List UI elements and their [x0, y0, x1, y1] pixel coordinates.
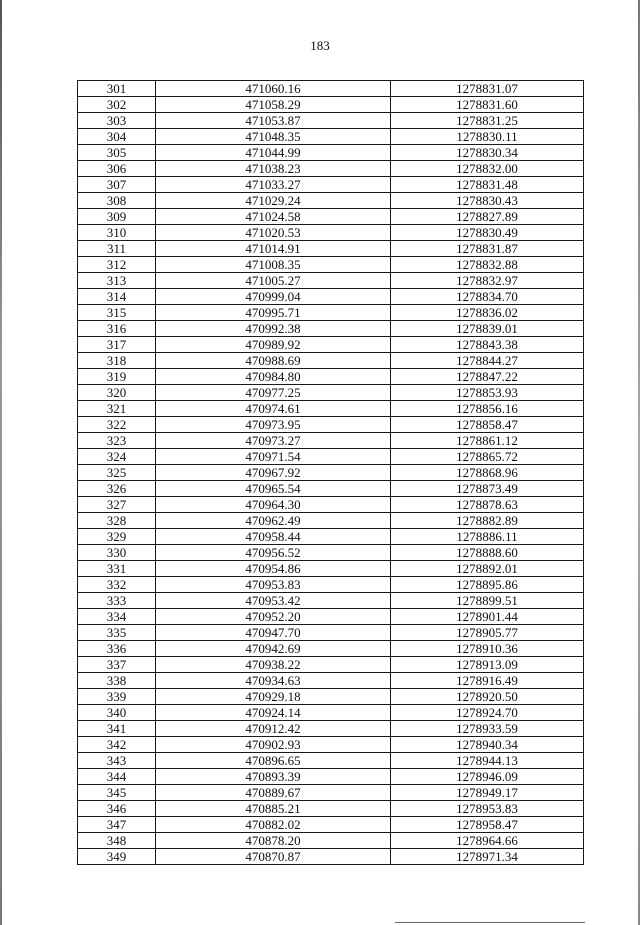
y-coordinate-cell: 1278836.02 — [391, 305, 584, 321]
table-row — [78, 769, 584, 785]
point-number-cell: 330 — [78, 545, 156, 561]
y-coordinate-cell: 1278895.86 — [391, 577, 584, 593]
bottom-rule — [395, 922, 585, 923]
point-number-cell: 340 — [78, 705, 156, 721]
point-number-cell: 314 — [78, 289, 156, 305]
x-coordinate-cell: 470999.04 — [156, 289, 391, 305]
point-number-cell: 341 — [78, 721, 156, 737]
table-row — [78, 401, 584, 417]
table-row — [78, 785, 584, 801]
table-row — [78, 641, 584, 657]
y-coordinate-cell: 1278831.25 — [391, 113, 584, 129]
table-row — [78, 385, 584, 401]
table-row — [78, 561, 584, 577]
x-coordinate-cell: 470974.61 — [156, 401, 391, 417]
point-number-cell: 309 — [78, 209, 156, 225]
x-coordinate-cell: 470870.87 — [156, 849, 391, 865]
point-number-cell: 342 — [78, 737, 156, 753]
x-coordinate-cell: 470938.22 — [156, 657, 391, 673]
table-row — [78, 113, 584, 129]
y-coordinate-cell: 1278830.34 — [391, 145, 584, 161]
point-number-cell: 322 — [78, 417, 156, 433]
y-coordinate-cell: 1278882.89 — [391, 513, 584, 529]
x-coordinate-cell: 470924.14 — [156, 705, 391, 721]
table-row — [78, 705, 584, 721]
y-coordinate-cell: 1278905.77 — [391, 625, 584, 641]
table-row — [78, 81, 584, 97]
y-coordinate-cell: 1278839.01 — [391, 321, 584, 337]
table-row — [78, 449, 584, 465]
x-coordinate-cell: 470977.25 — [156, 385, 391, 401]
y-coordinate-cell: 1278868.96 — [391, 465, 584, 481]
page-number: 183 — [310, 38, 330, 53]
point-number-cell: 317 — [78, 337, 156, 353]
x-coordinate-cell: 471008.35 — [156, 257, 391, 273]
x-coordinate-cell: 470885.21 — [156, 801, 391, 817]
y-coordinate-cell: 1278853.93 — [391, 385, 584, 401]
x-coordinate-cell: 470893.39 — [156, 769, 391, 785]
x-coordinate-cell: 470882.02 — [156, 817, 391, 833]
point-number-cell: 334 — [78, 609, 156, 625]
x-coordinate-cell: 470953.42 — [156, 593, 391, 609]
table-row — [78, 545, 584, 561]
table-row — [78, 481, 584, 497]
point-number-cell: 301 — [78, 81, 156, 97]
point-number-cell: 311 — [78, 241, 156, 257]
table-row — [78, 465, 584, 481]
point-number-cell: 313 — [78, 273, 156, 289]
coordinates-table — [77, 80, 584, 865]
point-number-cell: 336 — [78, 641, 156, 657]
table-row — [78, 241, 584, 257]
x-coordinate-cell: 470989.92 — [156, 337, 391, 353]
x-coordinate-cell: 471060.16 — [156, 81, 391, 97]
table-row — [78, 97, 584, 113]
point-number-cell: 348 — [78, 833, 156, 849]
y-coordinate-cell: 1278873.49 — [391, 481, 584, 497]
y-coordinate-cell: 1278901.44 — [391, 609, 584, 625]
x-coordinate-cell: 470878.20 — [156, 833, 391, 849]
y-coordinate-cell: 1278878.63 — [391, 497, 584, 513]
y-coordinate-cell: 1278831.48 — [391, 177, 584, 193]
point-number-cell: 324 — [78, 449, 156, 465]
table-row — [78, 737, 584, 753]
y-coordinate-cell: 1278920.50 — [391, 689, 584, 705]
y-coordinate-cell: 1278916.49 — [391, 673, 584, 689]
x-coordinate-cell: 471053.87 — [156, 113, 391, 129]
y-coordinate-cell: 1278861.12 — [391, 433, 584, 449]
x-coordinate-cell: 470964.30 — [156, 497, 391, 513]
y-coordinate-cell: 1278886.11 — [391, 529, 584, 545]
table-row — [78, 177, 584, 193]
point-number-cell: 319 — [78, 369, 156, 385]
table-row — [78, 273, 584, 289]
x-coordinate-cell: 470947.70 — [156, 625, 391, 641]
point-number-cell: 321 — [78, 401, 156, 417]
table-row — [78, 625, 584, 641]
x-coordinate-cell: 471014.91 — [156, 241, 391, 257]
point-number-cell: 327 — [78, 497, 156, 513]
x-coordinate-cell: 470934.63 — [156, 673, 391, 689]
x-coordinate-cell: 470889.67 — [156, 785, 391, 801]
table-row — [78, 721, 584, 737]
y-coordinate-cell: 1278843.38 — [391, 337, 584, 353]
y-coordinate-cell: 1278832.97 — [391, 273, 584, 289]
table-row — [78, 673, 584, 689]
y-coordinate-cell: 1278844.27 — [391, 353, 584, 369]
x-coordinate-cell: 470952.20 — [156, 609, 391, 625]
y-coordinate-cell: 1278946.09 — [391, 769, 584, 785]
y-coordinate-cell: 1278953.83 — [391, 801, 584, 817]
x-coordinate-cell: 470902.93 — [156, 737, 391, 753]
x-coordinate-cell: 470962.49 — [156, 513, 391, 529]
table-row — [78, 433, 584, 449]
table-row — [78, 689, 584, 705]
x-coordinate-cell: 470984.80 — [156, 369, 391, 385]
point-number-cell: 308 — [78, 193, 156, 209]
point-number-cell: 318 — [78, 353, 156, 369]
table-row — [78, 225, 584, 241]
table-row — [78, 529, 584, 545]
y-coordinate-cell: 1278944.13 — [391, 753, 584, 769]
point-number-cell: 346 — [78, 801, 156, 817]
y-coordinate-cell: 1278832.00 — [391, 161, 584, 177]
point-number-cell: 303 — [78, 113, 156, 129]
x-coordinate-cell: 470953.83 — [156, 577, 391, 593]
x-coordinate-cell: 471038.23 — [156, 161, 391, 177]
x-coordinate-cell: 471058.29 — [156, 97, 391, 113]
x-coordinate-cell: 470912.42 — [156, 721, 391, 737]
y-coordinate-cell: 1278924.70 — [391, 705, 584, 721]
point-number-cell: 329 — [78, 529, 156, 545]
y-coordinate-cell: 1278827.89 — [391, 209, 584, 225]
point-number-cell: 307 — [78, 177, 156, 193]
x-coordinate-cell: 471005.27 — [156, 273, 391, 289]
table-row — [78, 209, 584, 225]
table-row — [78, 801, 584, 817]
y-coordinate-cell: 1278830.11 — [391, 129, 584, 145]
y-coordinate-cell: 1278913.09 — [391, 657, 584, 673]
table-row — [78, 257, 584, 273]
point-number-cell: 302 — [78, 97, 156, 113]
x-coordinate-cell: 471029.24 — [156, 193, 391, 209]
x-coordinate-cell: 470954.86 — [156, 561, 391, 577]
table-row — [78, 593, 584, 609]
y-coordinate-cell: 1278831.87 — [391, 241, 584, 257]
y-coordinate-cell: 1278858.47 — [391, 417, 584, 433]
x-coordinate-cell: 471024.58 — [156, 209, 391, 225]
x-coordinate-cell: 470971.54 — [156, 449, 391, 465]
x-coordinate-cell: 471020.53 — [156, 225, 391, 241]
point-number-cell: 332 — [78, 577, 156, 593]
x-coordinate-cell: 470988.69 — [156, 353, 391, 369]
point-number-cell: 323 — [78, 433, 156, 449]
table-row — [78, 513, 584, 529]
x-coordinate-cell: 470965.54 — [156, 481, 391, 497]
y-coordinate-cell: 1278958.47 — [391, 817, 584, 833]
table-row — [78, 321, 584, 337]
table-row — [78, 833, 584, 849]
y-coordinate-cell: 1278830.43 — [391, 193, 584, 209]
y-coordinate-cell: 1278892.01 — [391, 561, 584, 577]
y-coordinate-cell: 1278888.60 — [391, 545, 584, 561]
table-row — [78, 577, 584, 593]
y-coordinate-cell: 1278856.16 — [391, 401, 584, 417]
y-coordinate-cell: 1278830.49 — [391, 225, 584, 241]
coordinates-table-body — [78, 81, 584, 865]
x-coordinate-cell: 470973.27 — [156, 433, 391, 449]
y-coordinate-cell: 1278940.34 — [391, 737, 584, 753]
table-row — [78, 753, 584, 769]
x-coordinate-cell: 471044.99 — [156, 145, 391, 161]
y-coordinate-cell: 1278832.88 — [391, 257, 584, 273]
table-row — [78, 145, 584, 161]
y-coordinate-cell: 1278910.36 — [391, 641, 584, 657]
table-row — [78, 657, 584, 673]
table-row — [78, 849, 584, 865]
y-coordinate-cell: 1278949.17 — [391, 785, 584, 801]
table-row — [78, 497, 584, 513]
y-coordinate-cell: 1278831.60 — [391, 97, 584, 113]
x-coordinate-cell: 470956.52 — [156, 545, 391, 561]
point-number-cell: 328 — [78, 513, 156, 529]
table-row — [78, 369, 584, 385]
point-number-cell: 315 — [78, 305, 156, 321]
x-coordinate-cell: 470973.95 — [156, 417, 391, 433]
y-coordinate-cell: 1278971.34 — [391, 849, 584, 865]
point-number-cell: 312 — [78, 257, 156, 273]
point-number-cell: 320 — [78, 385, 156, 401]
point-number-cell: 325 — [78, 465, 156, 481]
point-number-cell: 339 — [78, 689, 156, 705]
table-row — [78, 161, 584, 177]
point-number-cell: 344 — [78, 769, 156, 785]
y-coordinate-cell: 1278899.51 — [391, 593, 584, 609]
table-row — [78, 129, 584, 145]
x-coordinate-cell: 470929.18 — [156, 689, 391, 705]
table-row — [78, 305, 584, 321]
point-number-cell: 345 — [78, 785, 156, 801]
point-number-cell: 304 — [78, 129, 156, 145]
x-coordinate-cell: 471048.35 — [156, 129, 391, 145]
y-coordinate-cell: 1278831.07 — [391, 81, 584, 97]
table-row — [78, 609, 584, 625]
x-coordinate-cell: 470967.92 — [156, 465, 391, 481]
x-coordinate-cell: 470942.69 — [156, 641, 391, 657]
x-coordinate-cell: 470896.65 — [156, 753, 391, 769]
point-number-cell: 333 — [78, 593, 156, 609]
point-number-cell: 310 — [78, 225, 156, 241]
point-number-cell: 347 — [78, 817, 156, 833]
point-number-cell: 343 — [78, 753, 156, 769]
y-coordinate-cell: 1278865.72 — [391, 449, 584, 465]
table-row — [78, 289, 584, 305]
table-row — [78, 417, 584, 433]
point-number-cell: 305 — [78, 145, 156, 161]
x-coordinate-cell: 471033.27 — [156, 177, 391, 193]
x-coordinate-cell: 470958.44 — [156, 529, 391, 545]
table-row — [78, 353, 584, 369]
x-coordinate-cell: 470995.71 — [156, 305, 391, 321]
point-number-cell: 306 — [78, 161, 156, 177]
point-number-cell: 349 — [78, 849, 156, 865]
point-number-cell: 316 — [78, 321, 156, 337]
x-coordinate-cell: 470992.38 — [156, 321, 391, 337]
point-number-cell: 337 — [78, 657, 156, 673]
table-row — [78, 337, 584, 353]
point-number-cell: 326 — [78, 481, 156, 497]
y-coordinate-cell: 1278933.59 — [391, 721, 584, 737]
table-row — [78, 193, 584, 209]
y-coordinate-cell: 1278834.70 — [391, 289, 584, 305]
table-row — [78, 817, 584, 833]
point-number-cell: 338 — [78, 673, 156, 689]
point-number-cell: 335 — [78, 625, 156, 641]
y-coordinate-cell: 1278847.22 — [391, 369, 584, 385]
point-number-cell: 331 — [78, 561, 156, 577]
y-coordinate-cell: 1278964.66 — [391, 833, 584, 849]
page-edge-left — [0, 0, 2, 925]
